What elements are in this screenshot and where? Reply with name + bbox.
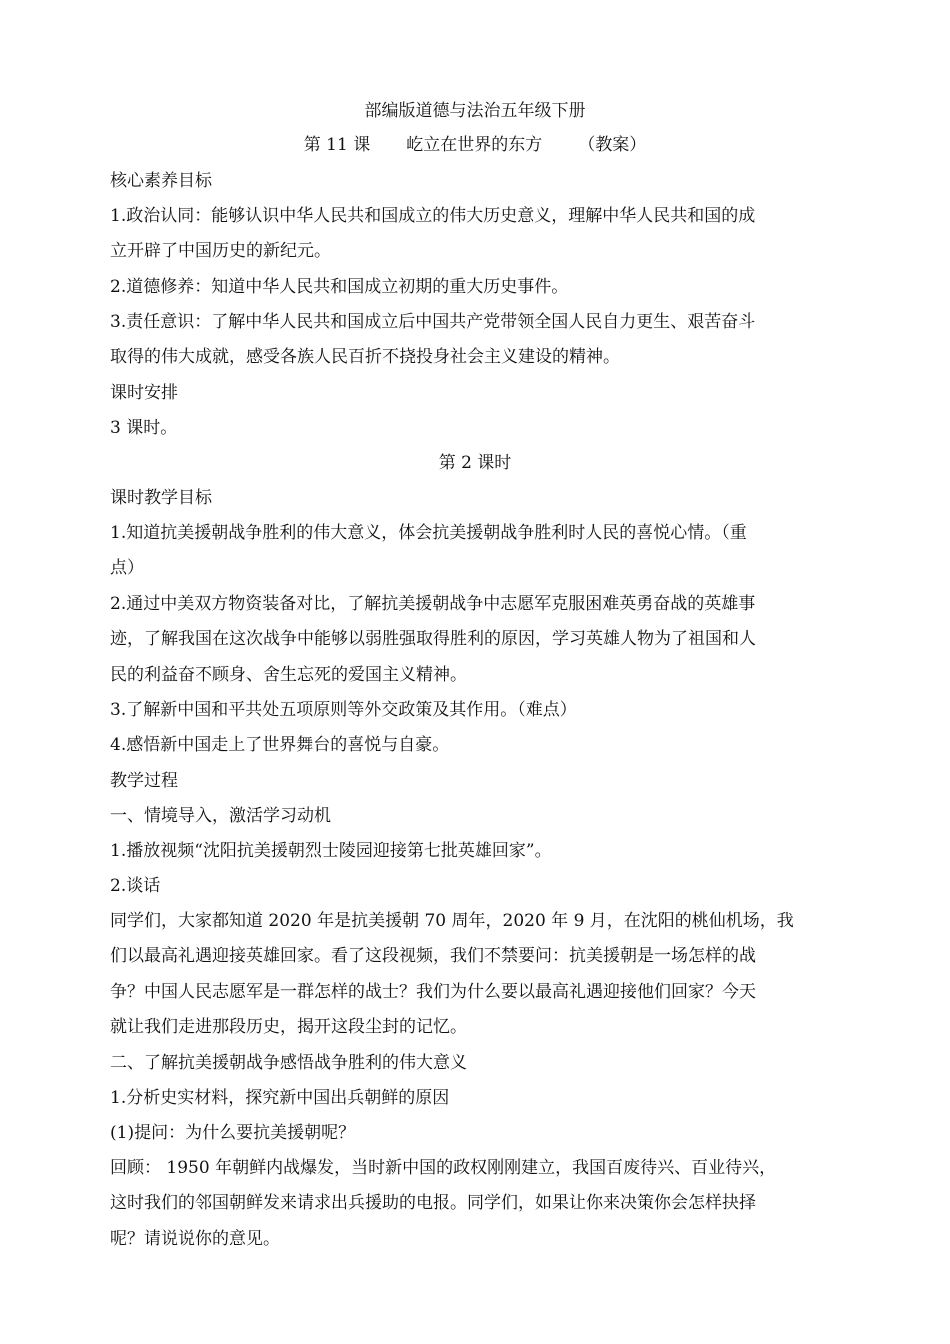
session-goals-line: 2.通过中美双方物资装备对比，了解抗美援朝战争中志愿军克服困难英勇奋战的英雄事 bbox=[110, 594, 756, 614]
process-line: 就让我们走进那段历史，揭开这段尘封的记忆。 bbox=[110, 1017, 467, 1037]
core-goals-line: 立开辟了中国历史的新纪元。 bbox=[110, 241, 331, 261]
session-goals-line: 1.知道抗美援朝战争胜利的伟大意义，体会抗美援朝战争胜利时人民的喜悦心情。（重 bbox=[110, 523, 747, 543]
process-line: 们以最高礼遇迎接英雄回家。看了这段视频，我们不禁要问：抗美援朝是一场怎样的战 bbox=[110, 946, 756, 966]
process-line: 这时我们的邻国朝鲜发来请求出兵援助的电报。同学们，如果让你来决策你会怎样抉择 bbox=[110, 1193, 756, 1213]
core-goals-line: 取得的伟大成就，感受各族人民百折不挠投身社会主义建设的精神。 bbox=[110, 347, 620, 367]
process-line: 争？中国人民志愿军是一群怎样的战士？我们为什么要以最高礼遇迎接他们回家？今天 bbox=[110, 982, 756, 1002]
core-goals-line: 1.政治认同：能够认识中华人民共和国成立的伟大历史意义，理解中华人民共和国的成 bbox=[110, 206, 756, 226]
lesson-type: （教案） bbox=[578, 135, 647, 155]
process-line: 呢？请说说你的意见。 bbox=[110, 1229, 280, 1249]
schedule-value: 3 课时。 bbox=[110, 418, 178, 438]
schedule-heading: 课时安排 bbox=[110, 383, 178, 403]
process-heading: 教学过程 bbox=[110, 771, 178, 791]
session-goals-line: 民的利益奋不顾身、舍生忘死的爱国主义精神。 bbox=[110, 665, 467, 685]
session-goals-line: 3.了解新中国和平共处五项原则等外交政策及其作用。（难点） bbox=[110, 700, 577, 720]
core-goals-line: 2.道德修养：知道中华人民共和国成立初期的重大历史事件。 bbox=[110, 277, 569, 297]
lesson-title: 屹立在世界的东方 bbox=[406, 135, 543, 155]
core-goals-line: 3.责任意识：了解中华人民共和国成立后中国共产党带领全国人民自力更生、艰苦奋斗 bbox=[110, 312, 756, 332]
process-line: 1.分析史实材料，探究新中国出兵朝鲜的原因 bbox=[110, 1088, 450, 1108]
process-line: 2.谈话 bbox=[110, 876, 161, 896]
process-line: 回顾： 1950 年朝鲜内战爆发，当时新中国的政权刚刚建立，我国百废待兴、百业待兴， bbox=[110, 1158, 777, 1178]
process-line: (1)提问：为什么要抗美援朝呢？ bbox=[110, 1123, 356, 1143]
process-line: 1.播放视频“沈阳抗美援朝烈士陵园迎接第七批英雄回家”。 bbox=[110, 841, 552, 861]
session-goals-line: 迹，了解我国在这次战争中能够以弱胜强取得胜利的原因，学习英雄人物为了祖国和人 bbox=[110, 629, 756, 649]
core-goals-heading: 核心素养目标 bbox=[110, 171, 212, 191]
process-line: 一、情境导入，激活学习动机 bbox=[110, 806, 331, 826]
process-line: 同学们，大家都知道 2020 年是抗美援朝 70 周年，2020 年 9 月，在沈阳的桃仙机场，我 bbox=[110, 911, 794, 931]
process-line: 二、了解抗美援朝战争感悟战争胜利的伟大意义 bbox=[110, 1053, 467, 1073]
book-title: 部编版道德与法治五年级下册 bbox=[364, 101, 586, 121]
session-goals-line: 点） bbox=[110, 558, 144, 578]
session-title: 第 2 课时 bbox=[438, 453, 512, 473]
session-goals-line: 4.感悟新中国走上了世界舞台的喜悦与自豪。 bbox=[110, 735, 450, 755]
lesson-title-line bbox=[0, 135, 950, 155]
lesson-number: 第 11 课 bbox=[303, 135, 371, 155]
session-goals-heading: 课时教学目标 bbox=[110, 488, 212, 508]
